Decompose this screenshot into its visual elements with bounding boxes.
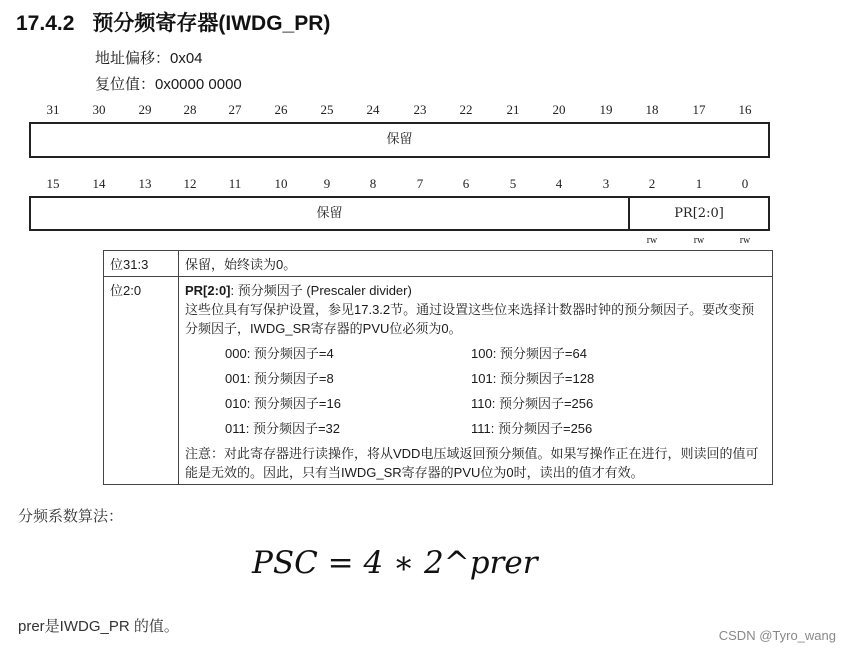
bit-number: 7: [416, 176, 424, 191]
section-title-text: 预分频寄存器(IWDG_PR): [92, 12, 331, 35]
bit-description-table: [103, 250, 773, 485]
prescaler-value: 001: 预分频因子=8: [225, 371, 334, 386]
prescaler-value: 101: 预分频因子=128: [471, 371, 595, 386]
bit-number: 11: [228, 176, 242, 191]
bit-number: 25: [320, 102, 334, 117]
bit-number: 14: [92, 176, 106, 191]
prescaler-value: 011: 预分频因子=32: [225, 421, 341, 436]
reserved-field-label: 保留: [316, 206, 343, 221]
field-name: PR[2:0]: [185, 283, 231, 298]
formula-label: 分频系数算法：: [18, 508, 124, 525]
bit-number: 31: [46, 102, 60, 117]
bit-number: 8: [369, 176, 377, 191]
reset-value: 复位值：0x0000 0000: [95, 76, 242, 93]
bit-number: 30: [92, 102, 106, 117]
bit-number: 15: [46, 176, 60, 191]
bit-number: 21: [506, 102, 520, 117]
bit-number: 26: [274, 102, 288, 117]
table-row: [104, 251, 773, 277]
pr-field: [628, 196, 770, 231]
pr-field-label: PR[2:0]: [674, 206, 724, 221]
bit-number: 29: [138, 102, 152, 117]
field-description: 这些位具有写保护设置，参见17.3.2节。通过设置这些位来选择计数器时钟的预分频因子。要改变预分频因子，IWDG_SR寄存器的PVU位必须为0。: [185, 302, 755, 336]
bit-number: 3: [602, 176, 610, 191]
bit-number: 13: [138, 176, 152, 191]
bit-number: 9: [323, 176, 331, 191]
description-cell: 保留，始终读为0。: [179, 251, 773, 277]
bits-cell: 位31:3: [104, 251, 179, 277]
bit-number: 16: [738, 102, 752, 117]
access-type: rw: [693, 235, 705, 246]
bit-number: 23: [413, 102, 427, 117]
reserved-field-label: 保留: [386, 132, 413, 147]
bit-number: 22: [459, 102, 473, 117]
bit-number: 20: [552, 102, 566, 117]
bit-number: 1: [695, 176, 703, 191]
bit-number: 4: [555, 176, 563, 191]
access-type: rw: [646, 235, 658, 246]
bit-number: 19: [599, 102, 613, 117]
bit-number: 12: [183, 176, 197, 191]
bit-number: 2: [648, 176, 656, 191]
description-cell: [179, 277, 773, 485]
prescaler-value: 100: 预分频因子=64: [471, 346, 587, 361]
watermark: CSDN @Tyro_wang: [718, 628, 836, 643]
address-offset: 地址偏移：0x04: [95, 50, 203, 67]
bit-number: 18: [645, 102, 659, 117]
prescaler-value: 010: 预分频因子=16: [225, 396, 341, 411]
upper-register-field: [29, 122, 770, 158]
formula: PSC = 4 ∗ 2^prer: [252, 545, 538, 581]
footer-text: prer是IWDG_PR 的值。: [18, 618, 179, 635]
bits-cell: 位2:0: [104, 277, 179, 485]
field-name-suffix: : 预分频因子 (Prescaler divider): [230, 283, 412, 298]
access-type: rw: [739, 235, 751, 246]
prescaler-value: 111: 预分频因子=256: [471, 421, 593, 436]
bit-number: 17: [692, 102, 706, 117]
field-heading: [185, 280, 766, 299]
bit-number: 5: [509, 176, 517, 191]
lower-reserved-field: [29, 196, 630, 231]
field-note: 注意：对此寄存器进行读操作，将从VDD电压域返回预分频值。如果写操作正在进行，则读回的值可能是无效的。因此，只有当IWDG_SR寄存器的PVU位为0时，读出的值才有效。: [185, 446, 759, 480]
prescaler-value: 000: 预分频因子=4: [225, 346, 334, 361]
prescaler-value: 110: 预分频因子=256: [471, 396, 594, 411]
prescaler-values: [225, 343, 766, 437]
bit-number: 28: [183, 102, 197, 117]
section-title: [16, 7, 330, 37]
bit-number: 24: [366, 102, 380, 117]
bit-number: 6: [462, 176, 470, 191]
bit-number: 0: [741, 176, 749, 191]
table-row: [104, 277, 773, 485]
bit-number: 27: [228, 102, 242, 117]
bit-number: 10: [274, 176, 288, 191]
section-number: 17.4.2: [16, 12, 75, 35]
